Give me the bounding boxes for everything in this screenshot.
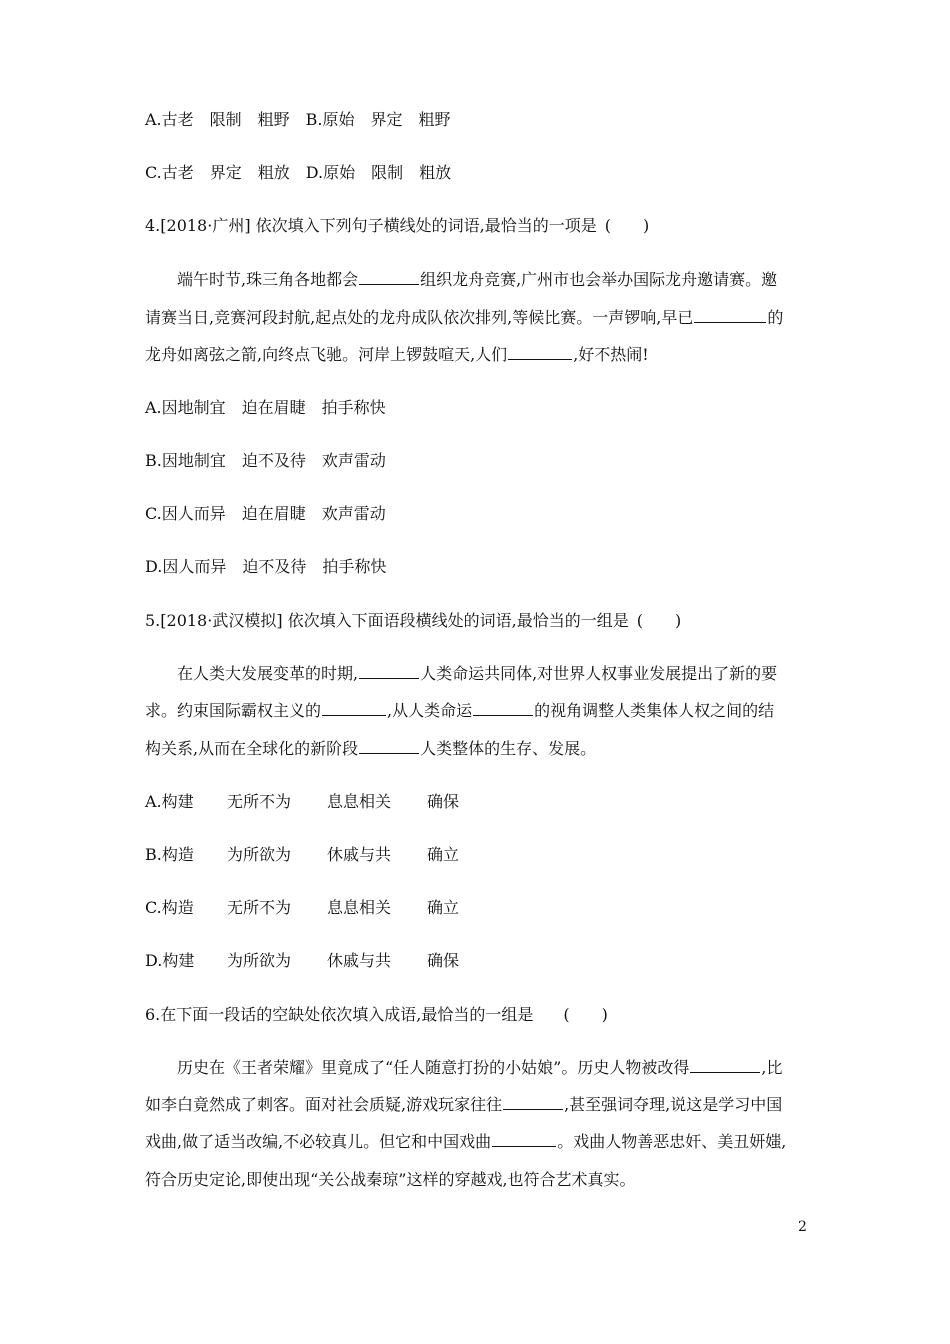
q5-option-word: 确保 [427,951,460,970]
q4-option-b: B.因地制宜 迫不及待 欢声雷动 [145,451,386,470]
q5-option-label: D.构建 [145,951,195,970]
q5-option-label: A.构建 [145,792,194,811]
q5-option-b [145,845,459,865]
q5-option-word: 息息相关 [327,898,392,917]
q4-passage-line-1 [145,270,777,290]
q5-text: ,从人类命运 [387,701,473,720]
q5-passage-line-2 [145,701,774,721]
q5-option-label: C.构造 [145,898,194,917]
q4-stem-text: 4.[2018·广州] 依次填入下列句子横线处的词语,最恰当的一项是 [145,216,597,235]
q5-text: 人类整体的生存、发展。 [420,739,597,758]
q6-text: ,甚至强词夺理,说这是学习中国 [564,1095,783,1114]
q5-option-c [145,898,459,918]
q6-passage-line-4: 符合历史定论,即使出现“关公战秦琼”这样的穿越戏,也符合艺术真实。 [145,1170,636,1189]
q5-text: 求。约束国际霸权主义的 [145,701,322,720]
q5-option-word: 确保 [427,792,460,811]
q5-option-label: B.构造 [145,845,194,864]
q6-blank-2 [503,1095,563,1110]
q5-option-word: 无所不为 [227,792,292,811]
q4-option-c: C.因人而异 迫在眉睫 欢声雷动 [145,504,386,523]
q6-stem [145,1005,608,1025]
q5-option-word: 息息相关 [327,792,392,811]
q3-option-line-1: A.古老 限制 粗野 B.原始 界定 粗野 [145,110,451,129]
q5-text: 人类命运共同体,对世界人权事业发展提出了新的要 [420,664,778,683]
q6-text: 历史在《王者荣耀》里竟成了“任人随意打扮的小姑娘”。历史人物被改得 [177,1058,690,1077]
q4-blank-2 [694,308,766,323]
q5-blank-2 [322,701,386,716]
q5-option-word: 确立 [427,845,460,864]
q3-option-line-2: C.古老 界定 粗放 D.原始 限制 粗放 [145,163,452,182]
q5-answer-paren: ( ) [636,611,682,630]
q6-text: 如李白竟然成了刺客。面对社会质疑,游戏玩家往往 [145,1095,503,1114]
q6-text: 戏曲,做了适当改编,不必较真儿。但它和中国戏曲 [145,1132,492,1151]
q6-text: 。戏曲人物善恶忠奸、美丑妍媸, [557,1132,787,1151]
q5-option-word: 无所不为 [227,898,292,917]
q4-passage-line-3 [145,345,649,365]
q6-text: ,比 [761,1058,783,1077]
q5-text: 的视角调整人类集体人权之间的结 [534,701,775,720]
q4-stem [145,216,649,236]
q5-option-word: 休戚与共 [327,951,392,970]
q4-blank-3 [508,345,572,360]
q5-blank-1 [359,664,419,679]
q4-option-a: A.因地制宜 迫在眉睫 拍手称快 [145,398,386,417]
q5-passage-line-3 [145,739,596,759]
q6-passage-line-1 [145,1058,782,1078]
q6-stem-text: 6.在下面一段话的空缺处依次填入成语,最恰当的一组是 [145,1005,534,1024]
q4-text: 组织龙舟竞赛,广州市也会举办国际龙舟邀请赛。邀 [420,270,778,289]
q4-answer-paren: ( ) [604,216,650,235]
q4-passage-line-2 [145,308,783,328]
q5-text: 在人类大发展变革的时期, [177,664,359,683]
q6-answer-paren: ( ) [563,1005,608,1024]
q5-blank-4 [359,739,419,754]
q4-text: 请赛当日,竞赛河段封航,起点处的龙舟成队依次排列,等候比赛。一声锣响,早已 [145,308,694,327]
q5-stem [145,611,681,631]
q6-blank-1 [690,1058,760,1073]
q5-text: 构关系,从而在全球化的新阶段 [145,739,359,758]
q4-option-d: D.因人而异 迫不及待 拍手称快 [145,557,387,576]
q5-option-word: 为所欲为 [227,845,292,864]
q4-blank-1 [359,270,419,285]
page-number: 2 [798,1219,807,1235]
q6-passage-line-3 [145,1132,786,1152]
q4-text: 端午时节,珠三角各地都会 [177,270,359,289]
q5-option-d [145,951,459,971]
q4-text: 的 [767,308,784,327]
q4-text: 龙舟如离弦之箭,向终点飞驰。河岸上锣鼓喧天,人们 [145,345,508,364]
q5-passage-line-1 [145,664,777,684]
q5-option-word: 休戚与共 [327,845,392,864]
q5-option-word: 为所欲为 [227,951,292,970]
q5-stem-text: 5.[2018·武汉模拟] 依次填入下面语段横线处的词语,最恰当的一组是 [145,611,629,630]
q5-option-word: 确立 [427,898,460,917]
q5-option-a [145,792,459,812]
q6-passage-line-2 [145,1095,782,1115]
q5-blank-3 [473,701,533,716]
q6-blank-3 [492,1132,556,1147]
q4-text: ,好不热闹! [573,345,649,364]
